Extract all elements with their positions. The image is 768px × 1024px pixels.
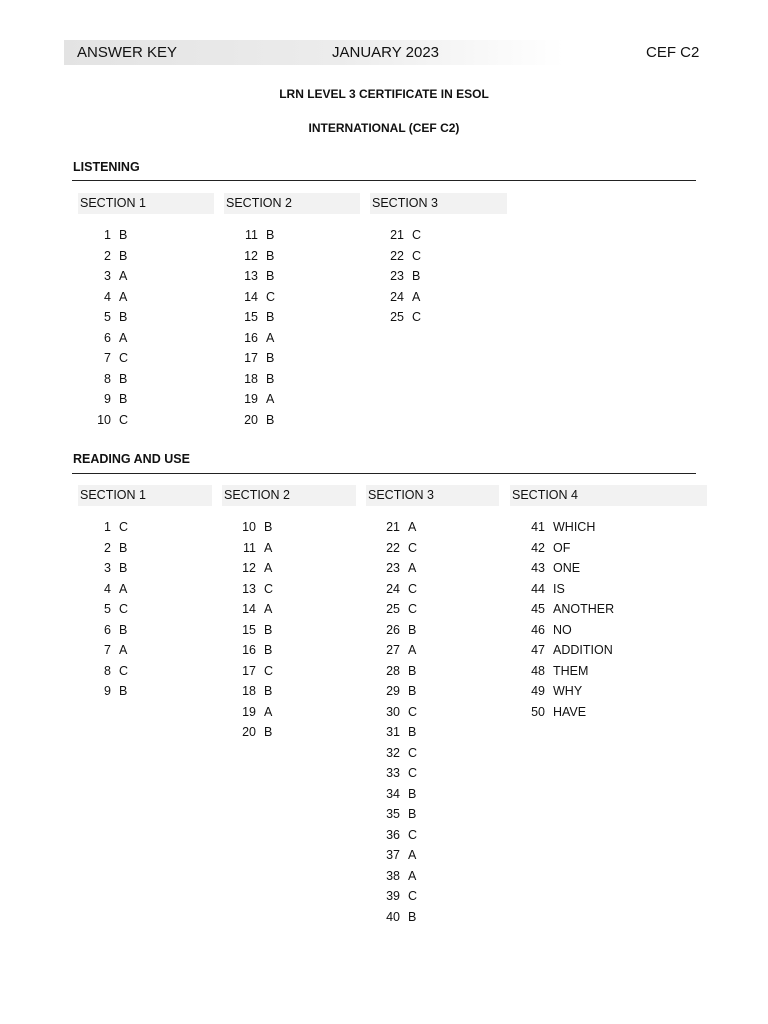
question-number: 49 (531, 684, 545, 698)
question-number: 38 (386, 868, 400, 883)
answer-row (520, 517, 614, 538)
answer-row (382, 225, 421, 246)
question-number: 26 (386, 622, 400, 637)
question-number: 12 (242, 561, 256, 575)
answer-value: B (266, 412, 275, 427)
question-number: 19 (242, 704, 256, 719)
answer-row (236, 389, 275, 410)
answer-row (234, 702, 273, 723)
question-number: 6 (104, 330, 111, 345)
answer-value: C (408, 889, 418, 903)
question-number: 44 (531, 581, 545, 596)
answer-value: C (408, 704, 418, 719)
answer-row (520, 702, 614, 723)
answer-row (234, 722, 273, 743)
answer-row (378, 661, 417, 682)
question-number: 3 (104, 269, 111, 283)
answer-value: B (264, 622, 273, 637)
question-number: 42 (531, 540, 545, 555)
answer-row (234, 640, 273, 661)
answer-row (234, 517, 273, 538)
answer-row (89, 579, 128, 600)
answer-value: NO (553, 622, 572, 637)
question-number: 12 (244, 248, 258, 263)
answer-row (378, 640, 417, 661)
answer-row (234, 681, 273, 702)
question-number: 22 (390, 248, 404, 263)
question-number: 24 (390, 289, 404, 304)
answer-row (89, 266, 128, 287)
answer-row (234, 579, 273, 600)
answer-value: C (412, 248, 422, 263)
question-number: 39 (386, 889, 400, 903)
answer-row (89, 599, 128, 620)
question-number: 11 (245, 228, 258, 242)
answer-row (378, 825, 417, 846)
answer-row (378, 866, 417, 887)
question-number: 50 (531, 704, 545, 719)
answer-value: C (119, 520, 129, 534)
question-number: 46 (531, 622, 545, 637)
answer-value: A (408, 520, 417, 534)
answer-value: C (408, 745, 418, 760)
answer-value: A (119, 581, 128, 596)
answer-value: B (408, 663, 417, 678)
question-number: 17 (242, 663, 256, 678)
answer-value: A (266, 392, 275, 406)
answer-value: C (412, 310, 422, 324)
answer-value: C (119, 663, 129, 678)
answer-row (89, 640, 128, 661)
question-number: 1 (104, 520, 111, 534)
question-number: 2 (104, 248, 111, 263)
question-number: 29 (386, 684, 400, 698)
answer-row (89, 307, 128, 328)
answer-row (236, 369, 275, 390)
answer-row (234, 538, 273, 559)
question-number: 1 (104, 228, 111, 242)
reading-section-4-answers (520, 517, 614, 722)
question-number: 13 (242, 581, 256, 596)
listening-section-3-header: SECTION 3 (370, 193, 507, 214)
header-level: CEF C2 (646, 44, 700, 61)
answer-row (382, 287, 421, 308)
answer-row (89, 661, 128, 682)
answer-value: B (119, 684, 128, 698)
answer-value: A (266, 330, 275, 345)
question-number: 3 (104, 561, 111, 575)
question-number: 4 (104, 581, 111, 596)
question-number: 8 (104, 663, 111, 678)
question-number: 9 (104, 392, 111, 406)
answer-value: B (119, 371, 128, 386)
answer-value: B (408, 725, 417, 739)
answer-row (89, 681, 128, 702)
answer-value: C (266, 289, 276, 304)
answer-value: C (408, 602, 418, 616)
answer-row (378, 845, 417, 866)
answer-value: B (119, 392, 128, 406)
answer-value: A (119, 330, 128, 345)
answer-value: A (264, 704, 273, 719)
answer-value: B (119, 540, 128, 555)
question-number: 9 (104, 684, 111, 698)
answer-row (234, 599, 273, 620)
answer-value: B (264, 643, 273, 657)
answer-row (236, 348, 275, 369)
answer-value: B (266, 269, 275, 283)
answer-row (520, 558, 614, 579)
answer-row (89, 369, 128, 390)
question-number: 5 (104, 310, 111, 324)
listening-section-2-answers (236, 225, 275, 430)
answer-row (236, 328, 275, 349)
answer-value: A (264, 540, 273, 555)
answer-value: B (266, 228, 275, 242)
question-number: 13 (244, 269, 258, 283)
question-number: 28 (386, 663, 400, 678)
answer-value: B (264, 684, 273, 698)
question-number: 35 (386, 807, 400, 821)
reading-section-3-answers (378, 517, 417, 927)
question-number: 21 (386, 520, 400, 534)
question-number: 40 (386, 909, 400, 924)
listening-section-2-header: SECTION 2 (224, 193, 360, 214)
answer-value: C (264, 663, 274, 678)
answer-row (89, 348, 128, 369)
answer-row (89, 328, 128, 349)
question-number: 17 (244, 351, 258, 365)
question-number: 37 (386, 848, 400, 862)
question-number: 27 (386, 643, 400, 657)
listening-rule (72, 180, 696, 181)
answer-value: C (119, 351, 129, 365)
listening-section-1-answers (89, 225, 128, 430)
question-number: 34 (386, 786, 400, 801)
answer-row (382, 307, 421, 328)
answer-row (236, 246, 275, 267)
answer-value: C (408, 581, 418, 596)
answer-row (520, 661, 614, 682)
question-number: 22 (386, 540, 400, 555)
answer-row (378, 538, 417, 559)
answer-value: IS (553, 581, 565, 596)
answer-value: B (119, 622, 128, 637)
answer-row (378, 784, 417, 805)
question-number: 7 (104, 643, 111, 657)
document-title: LRN LEVEL 3 CERTIFICATE IN ESOL (279, 87, 489, 101)
answer-row (520, 620, 614, 641)
listening-section-3-answers (382, 225, 421, 328)
answer-value: B (408, 786, 417, 801)
answer-value: A (408, 561, 417, 575)
question-number: 8 (104, 371, 111, 386)
answer-row (89, 246, 128, 267)
answer-row (378, 599, 417, 620)
answer-row (378, 804, 417, 825)
answer-value: ANOTHER (553, 602, 615, 616)
answer-row (234, 558, 273, 579)
question-number: 24 (386, 581, 400, 596)
answer-value: A (119, 269, 128, 283)
answer-value: OF (553, 540, 571, 555)
answer-row (378, 681, 417, 702)
answer-value: B (408, 622, 417, 637)
answer-row (382, 246, 421, 267)
answer-row (236, 410, 275, 431)
question-number: 2 (104, 540, 111, 555)
answer-value: A (119, 289, 128, 304)
question-number: 11 (243, 540, 256, 555)
question-number: 15 (242, 622, 256, 637)
reading-section-2-answers (234, 517, 273, 743)
answer-row (236, 266, 275, 287)
answer-value: C (264, 581, 274, 596)
question-number: 19 (244, 392, 258, 406)
reading-section-3-header: SECTION 3 (366, 485, 499, 506)
answer-value: B (408, 807, 417, 821)
answer-value: A (412, 289, 421, 304)
answer-row (89, 558, 128, 579)
answer-row (234, 620, 273, 641)
header-date: JANUARY 2023 (332, 44, 440, 61)
answer-row (89, 287, 128, 308)
reading-section-2-header: SECTION 2 (222, 485, 356, 506)
listening-heading: LISTENING (73, 160, 140, 174)
question-number: 32 (386, 745, 400, 760)
answer-row (520, 538, 614, 559)
answer-row (236, 307, 275, 328)
answer-row (89, 538, 128, 559)
question-number: 43 (531, 561, 545, 575)
answer-value: B (266, 371, 275, 386)
answer-value: B (266, 310, 275, 324)
answer-row (520, 640, 614, 661)
question-number: 18 (242, 684, 256, 698)
answer-value: A (408, 848, 417, 862)
question-number: 31 (386, 725, 400, 739)
answer-value: B (119, 228, 128, 242)
answer-value: B (264, 725, 273, 739)
question-number: 4 (104, 289, 111, 304)
question-number: 48 (531, 663, 545, 678)
answer-value: B (264, 520, 273, 534)
answer-value: B (266, 351, 275, 365)
answer-value: WHY (553, 684, 583, 698)
question-number: 16 (242, 643, 256, 657)
answer-value: C (119, 602, 129, 616)
question-number: 33 (386, 766, 400, 780)
answer-row (89, 410, 128, 431)
answer-value: B (408, 684, 417, 698)
answer-row (89, 517, 128, 538)
question-number: 36 (386, 827, 400, 842)
answer-value: A (264, 602, 273, 616)
answer-value: C (119, 412, 129, 427)
question-number: 20 (244, 412, 258, 427)
answer-value: ADDITION (553, 643, 613, 657)
reading-rule (72, 473, 696, 474)
question-number: 21 (390, 228, 404, 242)
answer-value: C (412, 228, 422, 242)
answer-row (382, 266, 421, 287)
question-number: 7 (104, 351, 111, 365)
question-number: 23 (386, 561, 400, 575)
answer-value: B (266, 248, 275, 263)
header-answer-key: ANSWER KEY (77, 44, 178, 61)
question-number: 10 (97, 412, 111, 427)
question-number: 5 (104, 602, 111, 616)
answer-value: A (119, 643, 128, 657)
answer-row (89, 225, 128, 246)
answer-value: ONE (553, 561, 581, 575)
answer-value: A (408, 868, 417, 883)
answer-row (378, 886, 417, 907)
answer-row (378, 579, 417, 600)
reading-heading: READING AND USE (73, 452, 190, 466)
answer-row (236, 287, 275, 308)
question-number: 25 (390, 310, 404, 324)
answer-row (378, 907, 417, 928)
answer-row (378, 722, 417, 743)
question-number: 45 (531, 602, 545, 616)
answer-value: THEM (553, 663, 589, 678)
answer-row (378, 620, 417, 641)
answer-row (378, 558, 417, 579)
answer-row (378, 743, 417, 764)
reading-section-1-answers (89, 517, 128, 702)
answer-row (378, 702, 417, 723)
answer-row (89, 389, 128, 410)
answer-row (378, 517, 417, 538)
question-number: 30 (386, 704, 400, 719)
answer-row (234, 661, 273, 682)
answer-value: A (408, 643, 417, 657)
question-number: 47 (531, 643, 545, 657)
answer-value: C (408, 827, 418, 842)
answer-value: B (412, 269, 421, 283)
answer-row (378, 763, 417, 784)
answer-value: A (264, 561, 273, 575)
answer-value: WHICH (553, 520, 596, 534)
question-number: 18 (244, 371, 258, 386)
document-subtitle: INTERNATIONAL (CEF C2) (308, 121, 460, 135)
answer-value: B (408, 909, 417, 924)
answer-row (236, 225, 275, 246)
question-number: 14 (244, 289, 258, 304)
question-number: 23 (390, 269, 404, 283)
question-number: 20 (242, 725, 256, 739)
answer-row (520, 579, 614, 600)
answer-value: C (408, 766, 418, 780)
answer-value: C (408, 540, 418, 555)
question-number: 14 (242, 602, 256, 616)
answer-row (520, 681, 614, 702)
reading-section-4-header: SECTION 4 (510, 485, 707, 506)
answer-value: B (119, 310, 128, 324)
answer-value: B (119, 248, 128, 263)
reading-section-1-header: SECTION 1 (78, 485, 212, 506)
answer-value: HAVE (553, 704, 587, 719)
question-number: 15 (244, 310, 258, 324)
question-number: 6 (104, 622, 111, 637)
question-number: 10 (242, 520, 256, 534)
listening-section-1-header: SECTION 1 (78, 193, 214, 214)
question-number: 25 (386, 602, 400, 616)
answer-row (520, 599, 614, 620)
question-number: 41 (531, 520, 545, 534)
answer-value: B (119, 561, 128, 575)
answer-row (89, 620, 128, 641)
question-number: 16 (244, 330, 258, 345)
